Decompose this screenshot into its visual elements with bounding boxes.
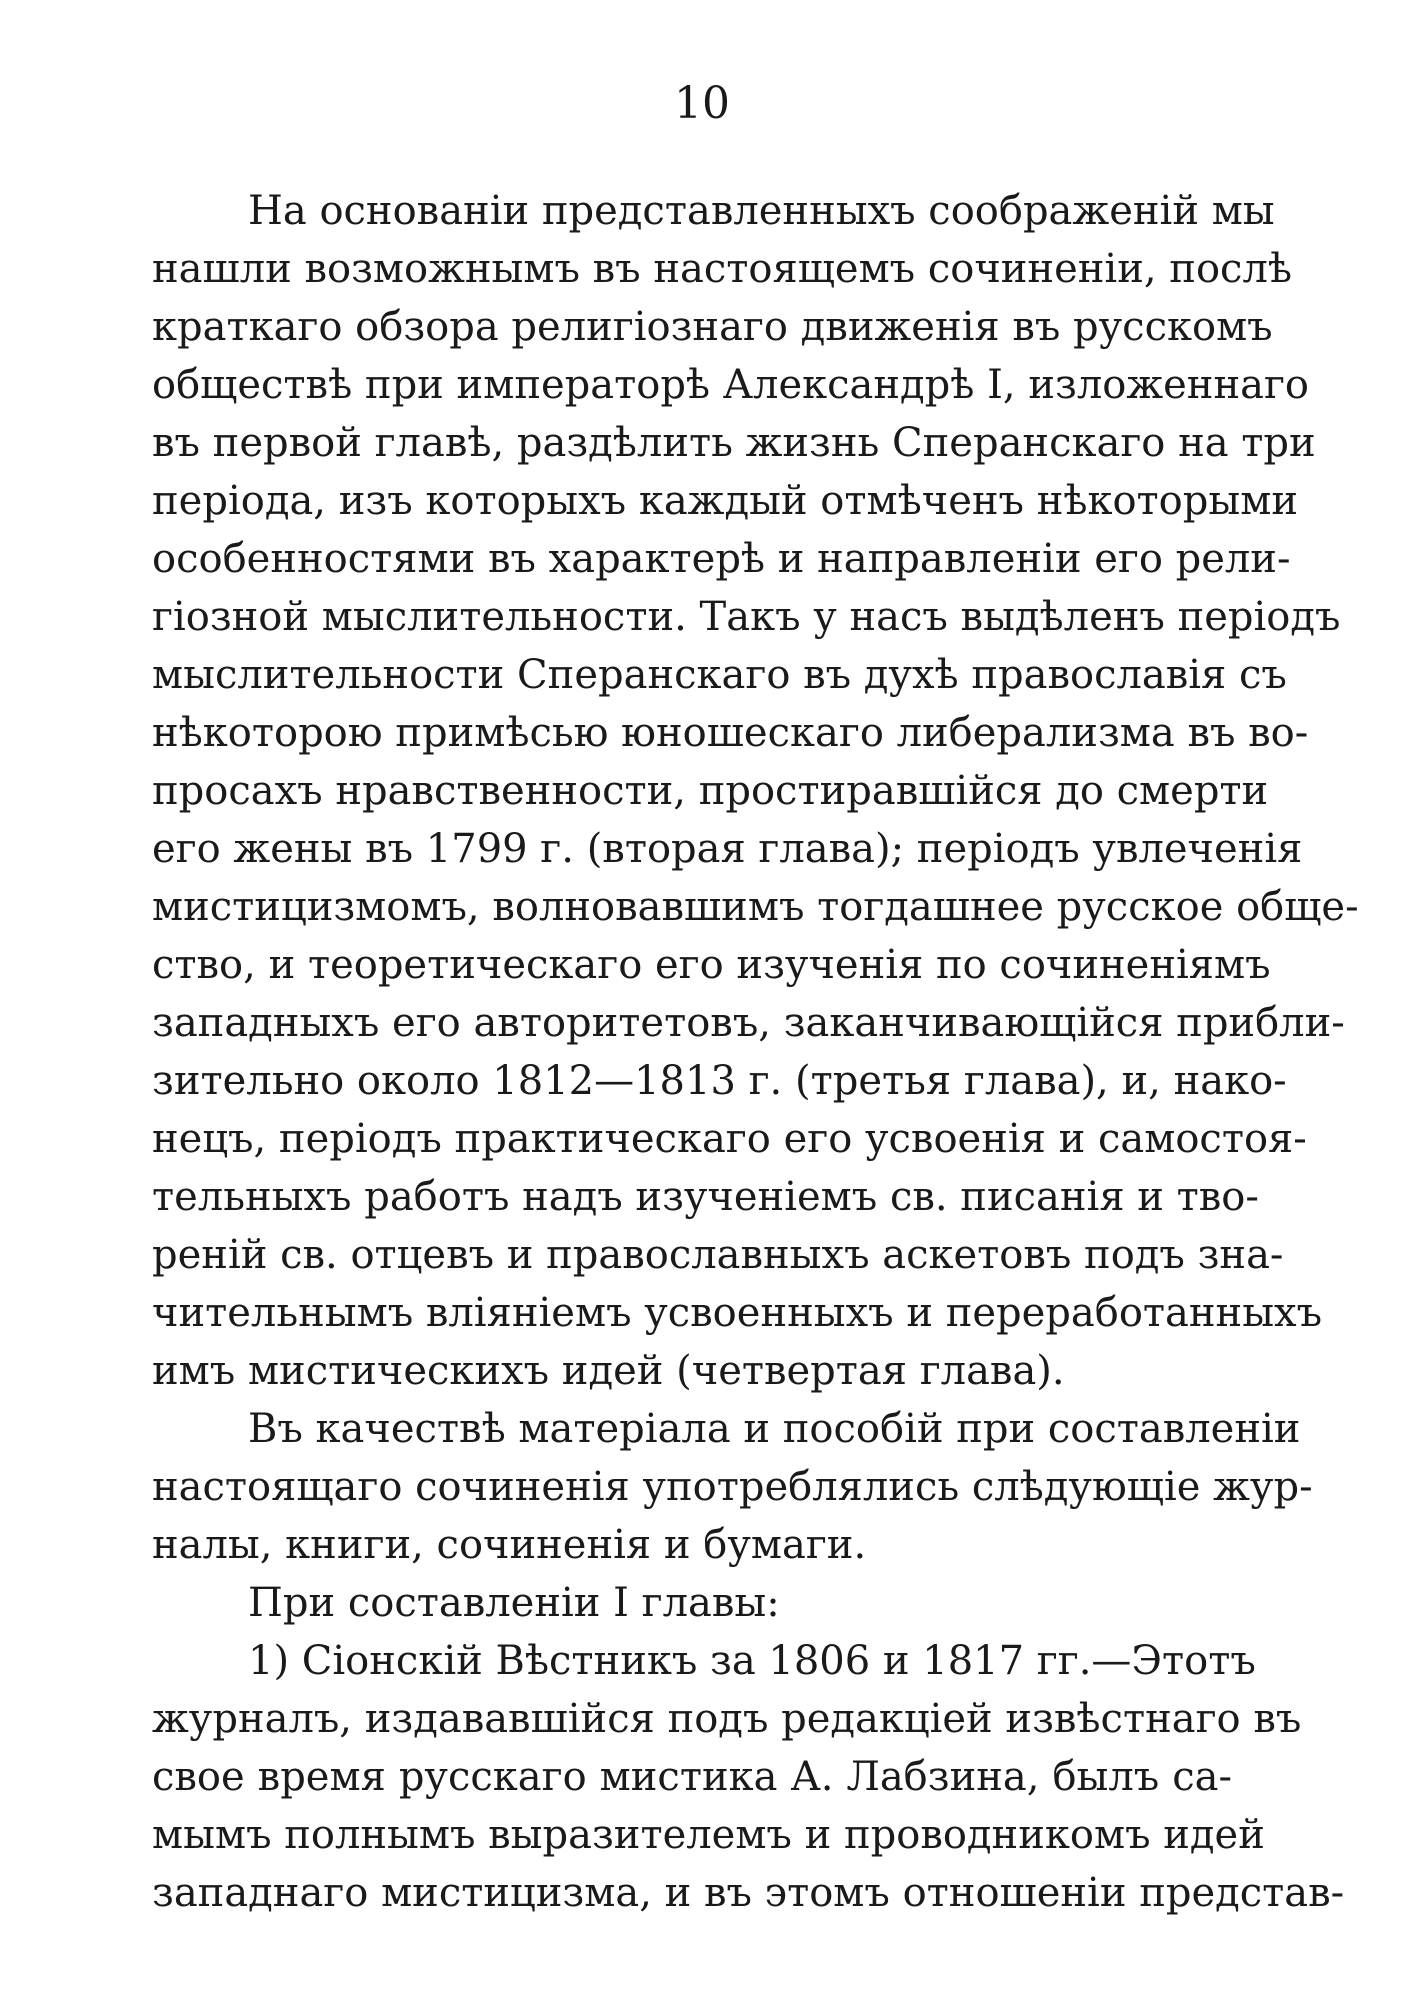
text-line: зительно около 1812—1813 г. (третья глава), и, нако-	[152, 1058, 1287, 1104]
text-line: нѣкоторою примѣсью юношескаго либерализма въ во-	[152, 710, 1309, 756]
text-line: нецъ, перiодъ практическаго его усвоенiя и самостоя-	[152, 1116, 1307, 1162]
text-line: журналъ, издававшiйся подъ редакцiей извѣстнаго въ	[152, 1696, 1302, 1742]
text-line: его жены въ 1799 г. (вторая глава); перiодъ увлеченiя	[152, 826, 1303, 872]
text-line: мымъ полнымъ выразителемъ и проводникомъ идей	[152, 1812, 1265, 1858]
text-line: ство, и теоретическаго его изученiя по сочиненiямъ	[152, 942, 1271, 988]
text-line: мыслительности Сперанскаго въ духѣ православiя съ	[152, 652, 1287, 698]
text-line: При составленiи I главы:	[248, 1580, 780, 1626]
text-line: имъ мистическихъ идей (четвертая глава).	[152, 1348, 1065, 1394]
text-line: 1) Сiонскiй Вѣстникъ за 1806 и 1817 гг.—Этотъ	[248, 1638, 1256, 1684]
text-line: На основанiи представленныхъ соображенiй мы	[248, 188, 1275, 234]
text-line: обществѣ при императорѣ Александрѣ I, изложеннаго	[152, 362, 1309, 408]
text-line: ренiй св. отцевъ и православныхъ аскетовъ подъ зна-	[152, 1232, 1284, 1278]
text-line: свое время русскаго мистика А. Лабзина, былъ са-	[152, 1754, 1232, 1800]
text-line: западныхъ его авторитетовъ, заканчивающiйся прибли-	[152, 1000, 1345, 1046]
body-text	[152, 182, 1359, 1922]
text-line: особенностями въ характерѣ и направленiи его рели-	[152, 536, 1291, 582]
text-line: нашли возможнымъ въ настоящемъ сочиненiи, послѣ	[152, 246, 1292, 292]
text-line: въ первой главѣ, раздѣлить жизнь Сперанскаго на три	[152, 420, 1316, 466]
text-line: Въ качествѣ матерiала и пособiй при составленiи	[248, 1406, 1301, 1452]
text-line: просахъ нравственности, простиравшiйся до смерти	[152, 768, 1269, 814]
page-number: 10	[674, 78, 730, 129]
text-line: чительнымъ влiянiемъ усвоенныхъ и переработанныхъ	[152, 1290, 1323, 1336]
text-line: гiозной мыслительности. Такъ у насъ выдѣленъ перiодъ	[152, 594, 1341, 640]
text-line: тельныхъ работъ надъ изученiемъ св. писанiя и тво-	[152, 1174, 1259, 1220]
text-line: мистицизмомъ, волновавшимъ тогдашнее русское обще-	[152, 884, 1359, 930]
text-line: налы, книги, сочиненiя и бумаги.	[152, 1522, 867, 1568]
text-line: настоящаго сочиненiя употреблялись слѣдующiе жур-	[152, 1464, 1313, 1510]
text-line: перiода, изъ которыхъ каждый отмѣченъ нѣкоторыми	[152, 478, 1298, 524]
text-line: краткаго обзора религiознаго движенiя въ русскомъ	[152, 304, 1273, 350]
text-line: западнаго мистицизма, и въ этомъ отношенiи представ-	[152, 1870, 1345, 1916]
